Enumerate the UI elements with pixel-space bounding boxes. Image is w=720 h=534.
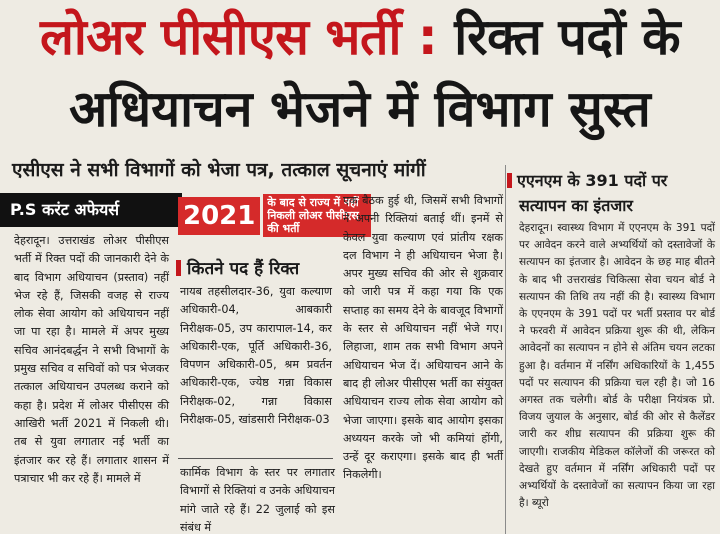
headline-black-part: रिक्त पदों के xyxy=(454,8,681,66)
year-badge-text: के बाद से राज्य में नहीं निकली लोअर पीसीएस की भर्ती xyxy=(263,194,371,237)
article-column-2: कार्मिक विभाग के स्तर पर लगातार विभागों से रिक्तियां व उनके अधियाचन मांगे जाते रहे हैं। 22 जुलाई को इस संबंध में xyxy=(180,466,335,534)
side-story-title-line2: सत्यापन का इंतजार xyxy=(519,196,633,215)
posts-box-title xyxy=(176,258,336,280)
side-story-title xyxy=(507,168,719,218)
headline-red-part: लोअर पीसीएस भर्ती : xyxy=(39,8,438,66)
brand-label: P.S करंट अफेयर्स xyxy=(0,193,182,227)
posts-box-title-text: कितने पद हैं रिक्त xyxy=(187,259,300,279)
side-story-body: देहरादून। स्वास्थ्य विभाग में एएनएम के 391 पदों पर आवेदन करने वाले अभ्यर्थियों को दस्तावेजों के सत्यापन का इंतजार है। आवेदन के छह माह बीतने के बाद भी उत्तराखंड चिकित्सा सेवा चयन बोर्ड ने सत्यापन की तिथि तय नहीं की है। स्वास्थ्य विभाग के एएनएम के 391 पदों पर भर्ती प्रस्ताव पर बोर्ड ने फरवरी में आवेदन प्रक्रिया शुरू की थी, लेकिन आवेदनों का सत्यापन न होने से अंतिम चयन लटका हुआ है। वर्तमान में नर्सिंग अधिकारियों के 1,455 पदों पर सत्यापन की प्रक्रिया चल रही है। जो 16 अगस्त तक चलेगी। बोर्ड के परीक्षा नियंत्रक प्रो. विजय जुयाल के अनुसार, बोर्ड की ओर से कैलेंडर जारी कर शीघ्र सत्यापन की प्रक्रिया शुरू की जाएगी। राजकीय मेडिकल कॉलेजों की जरूरत को देखते हुए वर्तमान में नर्सिंग अधिकारी पदों पर अभ्यर्थियों के दस्तावेजों का सत्यापन किया जा रहा है। ब्यूरो xyxy=(519,222,715,510)
headline-line2: अधियाचन भेजने में विभाग सुस्त xyxy=(69,80,651,138)
vertical-rule xyxy=(505,165,506,534)
subheadline: एसीएस ने सभी विभागों को भेजा पत्र, तत्काल सूचनाएं मांगीं xyxy=(12,159,426,181)
headline xyxy=(0,0,720,150)
red-bar-marker xyxy=(176,260,181,276)
posts-box-body: नायब तहसीलदार-36, युवा कल्याण अधिकारी-04, आबकारी निरीक्षक-05, उप कारापाल-14, कर अधिकारी-एक, पूर्ति अधिकारी-36, विपणन अधिकारी-05, श्रम प्रवर्तन अधिकारी-एक, ज्येष्ठ गन्ना विकास निरीक्षक-02, गन्ना विकास निरीक्षक-05, खांडसारी निरीक्षक-03 xyxy=(180,285,332,427)
headline-line1 xyxy=(0,2,720,72)
column-divider xyxy=(178,458,333,459)
article-column-3: एक बैठक हुई थी, जिसमें सभी विभागों ने अपनी रिक्तियां बताई थीं। इनमें से केवल युवा कल्याण एवं प्रांतीय रक्षक दल विभाग ने ही अधियाचन भेजा है। अपर मुख्य सचिव की ओर से शुक्रवार को जारी पत्र में कहा गया कि एक सप्ताह का समय देने के बावजूद विभागों के स्तर से अधियाचन नहीं भेजे गए। लिहाजा, शाम तक सभी विभाग अपने अधियाचन भेज दें। अधियाचन आने के बाद ही लोअर पीसीएस भर्ती का संयुक्त अधियाचन राज्य लोक सेवा आयोग को भेजा जाएगा। इसके बाद आयोग इसका अध्ययन करके जो भी कमियां होंगी, उन्हें दूर कराएगा। इसके बाद ही भर्ती निकलेगी। xyxy=(343,194,503,482)
year-badge-year: 2021 xyxy=(178,197,260,235)
side-story-title-line1: एएनएम के 391 पदों पर xyxy=(517,171,668,190)
red-bar-marker xyxy=(507,173,512,188)
article-column-1: देहरादून। उत्तराखंड लोअर पीसीएस भर्ती में रिक्त पदों की जानकारी देने के बाद विभाग अधियाचन (प्रस्ताव) नहीं भेज रहे हैं, जिसकी वजह से राज्य लोक सेवा आयोग को अधियाचन नहीं जा पा रहा है। मामले में अपर मुख्य सचिव आनंदबर्द्धन ने सभी विभागों के प्रमुख सचिव व सचिवों को पत्र भेजकर तत्काल अधियाचन उपलब्ध कराने को कहा है। प्रदेश में लोअर पीसीएस की आखिरी भर्ती 2021 में निकली थी। तब से युवा लगातार नई भर्ती का इंतजार कर रहे हैं। लगातार शासन में पत्राचार भी कर रहे हैं। मामले में xyxy=(14,234,169,485)
